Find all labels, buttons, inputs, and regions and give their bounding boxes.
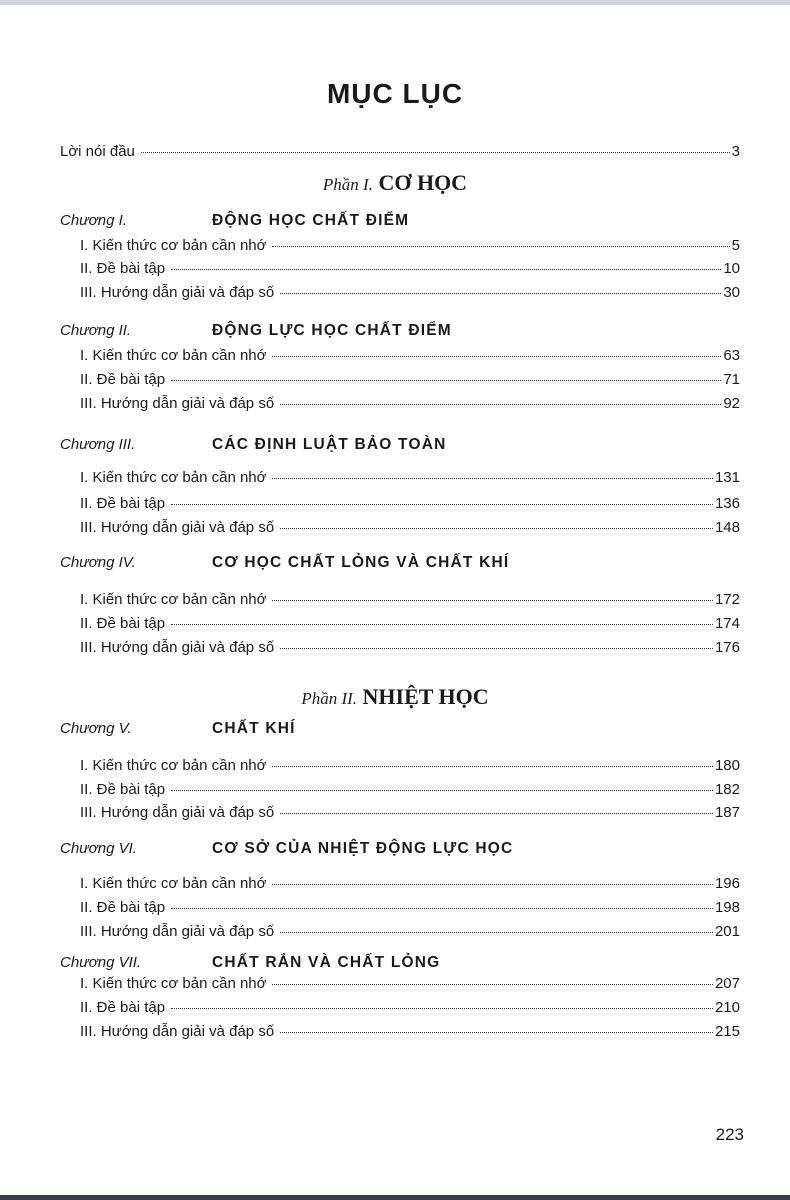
part-prefix: Phần II. bbox=[301, 689, 358, 708]
toc-entry-label: III. Hướng dẫn giải và đáp số bbox=[80, 1023, 275, 1040]
toc-entry bbox=[80, 874, 740, 894]
dot-leader bbox=[171, 1007, 713, 1009]
toc-entry bbox=[80, 283, 740, 303]
dot-leader bbox=[280, 403, 721, 405]
toc-entry bbox=[80, 922, 740, 942]
part-prefix: Phần I. bbox=[322, 175, 373, 194]
toc-entry bbox=[80, 614, 740, 634]
toc-entry-page: 210 bbox=[714, 999, 740, 1016]
toc-entry bbox=[80, 974, 740, 994]
toc-entry-label: II. Đề bài tập bbox=[80, 371, 166, 388]
chapter-number: Chương I. bbox=[60, 212, 127, 229]
dot-leader bbox=[272, 883, 712, 885]
chapter-number: Chương V. bbox=[60, 720, 132, 737]
toc-entry-page: 172 bbox=[714, 591, 740, 608]
toc-entry-label: III. Hướng dẫn giải và đáp số bbox=[80, 923, 275, 940]
dot-leader bbox=[280, 647, 713, 649]
dot-leader bbox=[171, 268, 721, 270]
dot-leader bbox=[272, 477, 712, 479]
chapter-title: ĐỘNG HỌC CHẤT ĐIỂM bbox=[212, 212, 410, 229]
toc-entry-label: I. Kiến thức cơ bản cần nhớ bbox=[80, 469, 267, 486]
toc-entry-label: II. Đề bài tập bbox=[80, 999, 166, 1016]
dot-leader bbox=[280, 931, 713, 933]
toc-entry-page: 3 bbox=[731, 143, 740, 160]
toc-entry-label: II. Đề bài tập bbox=[80, 615, 166, 632]
toc-entry bbox=[80, 346, 740, 366]
chapter-number: Chương VII. bbox=[60, 954, 142, 971]
toc-entry bbox=[80, 468, 740, 488]
dot-leader bbox=[272, 245, 729, 247]
toc-entry bbox=[80, 898, 740, 918]
toc-entry-page: 30 bbox=[723, 284, 740, 301]
dot-leader bbox=[272, 765, 712, 767]
scan-bottom-edge bbox=[0, 1195, 790, 1200]
chapter-title: ĐỘNG LỰC HỌC CHẤT ĐIỂM bbox=[212, 322, 452, 339]
toc-entry-label: III. Hướng dẫn giải và đáp số bbox=[80, 395, 275, 412]
toc-entry-page: 176 bbox=[714, 639, 740, 656]
toc-entry-label: II. Đề bài tập bbox=[80, 495, 166, 512]
chapter-title: CƠ HỌC CHẤT LỎNG VÀ CHẤT KHÍ bbox=[212, 554, 510, 571]
toc-entry-label: II. Đề bài tập bbox=[80, 899, 166, 916]
toc-entry bbox=[80, 1022, 740, 1042]
toc-entry bbox=[80, 998, 740, 1018]
dot-leader bbox=[171, 503, 713, 505]
toc-entry-page: 207 bbox=[714, 975, 740, 992]
toc-entry bbox=[80, 518, 740, 538]
toc-entry-page: 5 bbox=[731, 237, 740, 254]
toc-entry bbox=[80, 590, 740, 610]
toc-entry-page: 63 bbox=[723, 347, 740, 364]
toc-entry bbox=[80, 494, 740, 514]
dot-leader bbox=[171, 623, 713, 625]
toc-entry bbox=[80, 370, 740, 390]
dot-leader bbox=[141, 151, 730, 153]
chapter-number: Chương II. bbox=[60, 322, 132, 339]
toc-entry bbox=[80, 756, 740, 776]
dot-leader bbox=[171, 379, 721, 381]
dot-leader bbox=[171, 907, 713, 909]
toc-entry bbox=[80, 803, 740, 823]
dot-leader bbox=[280, 812, 713, 814]
toc-entry-page: 198 bbox=[714, 899, 740, 916]
toc-entry-label: I. Kiến thức cơ bản cần nhớ bbox=[80, 975, 267, 992]
toc-entry-page: 148 bbox=[714, 519, 740, 536]
chapter-title: CÁC ĐỊNH LUẬT BẢO TOÀN bbox=[212, 436, 447, 453]
toc-entry-label: Lời nói đầu bbox=[60, 143, 135, 160]
chapter-title: CHẤT RẮN VÀ CHẤT LỎNG bbox=[212, 954, 441, 971]
toc-entry-page: 187 bbox=[714, 804, 740, 821]
toc-entry bbox=[80, 259, 740, 279]
toc-entry-page: 182 bbox=[714, 781, 740, 798]
toc-entry-page: 136 bbox=[714, 495, 740, 512]
dot-leader bbox=[171, 789, 713, 791]
toc-entry bbox=[80, 394, 740, 414]
toc-entry-preface bbox=[60, 142, 740, 162]
toc-entry-page: 201 bbox=[714, 923, 740, 940]
toc-entry-label: I. Kiến thức cơ bản cần nhớ bbox=[80, 237, 267, 254]
chapter-title: CHẤT KHÍ bbox=[212, 720, 296, 737]
dot-leader bbox=[280, 527, 713, 529]
toc-entry-page: 71 bbox=[723, 371, 740, 388]
toc-entry-label: II. Đề bài tập bbox=[80, 781, 166, 798]
dot-leader bbox=[280, 292, 721, 294]
toc-entry-label: III. Hướng dẫn giải và đáp số bbox=[80, 639, 275, 656]
toc-entry-page: 196 bbox=[714, 875, 740, 892]
part-name: CƠ HỌC bbox=[378, 170, 468, 195]
toc-entry-label: I. Kiến thức cơ bản cần nhớ bbox=[80, 757, 267, 774]
dot-leader bbox=[280, 1031, 713, 1033]
chapter-number: Chương IV. bbox=[60, 554, 136, 571]
dot-leader bbox=[272, 599, 712, 601]
part-name: NHIỆT HỌC bbox=[362, 684, 489, 709]
toc-entry bbox=[80, 236, 740, 256]
chapter-number: Chương III. bbox=[60, 436, 136, 453]
toc-entry-label: I. Kiến thức cơ bản cần nhớ bbox=[80, 875, 267, 892]
toc-entry bbox=[80, 638, 740, 658]
toc-entry-page: 215 bbox=[714, 1023, 740, 1040]
toc-entry-page: 131 bbox=[714, 469, 740, 486]
toc-entry-page: 92 bbox=[723, 395, 740, 412]
toc-entry-page: 174 bbox=[714, 615, 740, 632]
part-heading bbox=[0, 170, 790, 196]
chapter-number: Chương VI. bbox=[60, 840, 137, 857]
dot-leader bbox=[272, 983, 712, 985]
part-heading bbox=[0, 684, 790, 710]
toc-entry-page: 180 bbox=[714, 757, 740, 774]
toc-entry-label: III. Hướng dẫn giải và đáp số bbox=[80, 284, 275, 301]
dot-leader bbox=[272, 355, 721, 357]
toc-entry-label: III. Hướng dẫn giải và đáp số bbox=[80, 519, 275, 536]
toc-entry-page: 10 bbox=[723, 260, 740, 277]
page-title: MỤC LỤC bbox=[326, 78, 464, 109]
page-number: 223 bbox=[715, 1125, 744, 1144]
chapter-title: CƠ SỞ CỦA NHIỆT ĐỘNG LỰC HỌC bbox=[212, 840, 514, 857]
toc-entry-label: III. Hướng dẫn giải và đáp số bbox=[80, 804, 275, 821]
toc-entry-label: I. Kiến thức cơ bản cần nhớ bbox=[80, 591, 267, 608]
toc-entry-label: I. Kiến thức cơ bản cần nhớ bbox=[80, 347, 267, 364]
toc-entry bbox=[80, 780, 740, 800]
toc-entry-label: II. Đề bài tập bbox=[80, 260, 166, 277]
